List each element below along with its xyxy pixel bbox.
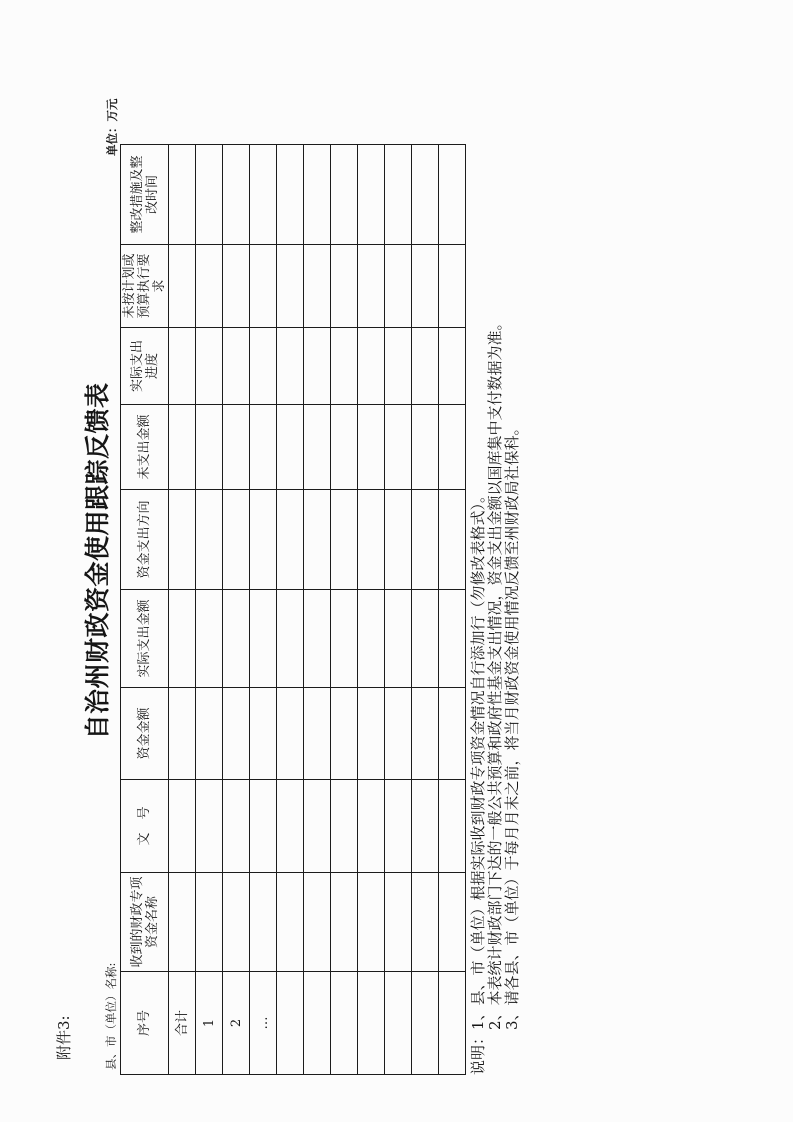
- cell-seq: [412, 972, 439, 1075]
- cell-rectification: [439, 145, 466, 245]
- table-row: [358, 145, 385, 1075]
- cell-seq: [304, 972, 331, 1075]
- table-row: [196, 145, 223, 1075]
- header-label: 整改措施及整改时间: [129, 155, 160, 234]
- cell-actual-expenditure: [439, 590, 466, 688]
- table-row: [223, 145, 250, 1075]
- header-unspent-amount: [121, 405, 169, 490]
- cell-non-compliance: [385, 245, 412, 328]
- cell-fund-name: [250, 873, 277, 972]
- cell-rectification: [331, 145, 358, 245]
- cell-rectification: [412, 145, 439, 245]
- cell-expenditure-progress: [358, 328, 385, 405]
- header-expenditure-progress: [121, 328, 169, 405]
- attachment-label: 附件3:: [55, 1015, 73, 1060]
- header-actual-expenditure: [121, 590, 169, 688]
- cell-actual-expenditure: [250, 590, 277, 688]
- cell-unspent-amount: [250, 405, 277, 490]
- cell-non-compliance: [277, 245, 304, 328]
- header-label: 收到的财政专项资金名称: [129, 876, 160, 968]
- cell-expenditure-direction: [385, 490, 412, 590]
- cell-seq: [331, 972, 358, 1075]
- cell-expenditure-progress: [223, 328, 250, 405]
- cell-doc-number: [196, 780, 223, 873]
- feedback-table: [120, 144, 466, 1075]
- cell-expenditure-direction: [412, 490, 439, 590]
- cell-unspent-amount: [439, 405, 466, 490]
- county-name-label: 县、市（单位）名称:: [104, 962, 118, 1070]
- header-label: 未支出金额: [137, 414, 152, 480]
- cell-fund-amount: [439, 688, 466, 780]
- cell-doc-number: [439, 780, 466, 873]
- cell-rectification: [277, 145, 304, 245]
- cell-expenditure-progress: [304, 328, 331, 405]
- cell-rectification: [250, 145, 277, 245]
- cell-unspent-amount: [385, 405, 412, 490]
- cell-expenditure-direction: [331, 490, 358, 590]
- header-fund-name: [121, 873, 169, 972]
- cell-expenditure-progress: [412, 328, 439, 405]
- cell-rectification: [304, 145, 331, 245]
- table-row: [412, 145, 439, 1075]
- header-label: 未按计划或预算执行要求: [122, 253, 167, 319]
- cell-fund-amount: [169, 688, 196, 780]
- cell-doc-number: [250, 780, 277, 873]
- cell-expenditure-direction: [250, 490, 277, 590]
- cell-unspent-amount: [196, 405, 223, 490]
- cell-fund-name: [331, 873, 358, 972]
- cell-fund-name: [358, 873, 385, 972]
- cell-fund-name: [169, 873, 196, 972]
- cell-expenditure-progress: [385, 328, 412, 405]
- cell-fund-amount: [331, 688, 358, 780]
- cell-expenditure-direction: [169, 490, 196, 590]
- cell-actual-expenditure: [304, 590, 331, 688]
- cell-doc-number: [385, 780, 412, 873]
- cell-seq: …: [250, 972, 277, 1075]
- table-row: [304, 145, 331, 1075]
- cell-rectification: [223, 145, 250, 245]
- cell-expenditure-direction: [277, 490, 304, 590]
- cell-rectification: [358, 145, 385, 245]
- cell-expenditure-progress: [169, 328, 196, 405]
- cell-rectification: [169, 145, 196, 245]
- cell-unspent-amount: [277, 405, 304, 490]
- table-row: [331, 145, 358, 1075]
- cell-expenditure-direction: [196, 490, 223, 590]
- cell-fund-amount: [412, 688, 439, 780]
- table-row: [250, 145, 277, 1075]
- cell-doc-number: [304, 780, 331, 873]
- cell-non-compliance: [196, 245, 223, 328]
- cell-fund-name: [196, 873, 223, 972]
- cell-expenditure-progress: [331, 328, 358, 405]
- cell-non-compliance: [331, 245, 358, 328]
- cell-expenditure-direction: [439, 490, 466, 590]
- cell-fund-name: [385, 873, 412, 972]
- cell-unspent-amount: [169, 405, 196, 490]
- cell-seq: [385, 972, 412, 1075]
- table-body: [169, 145, 466, 1075]
- cell-actual-expenditure: [358, 590, 385, 688]
- cell-non-compliance: [223, 245, 250, 328]
- cell-non-compliance: [412, 245, 439, 328]
- cell-fund-amount: [223, 688, 250, 780]
- header-seq: [121, 972, 169, 1075]
- cell-seq: 合计: [169, 972, 196, 1075]
- cell-fund-name: [439, 873, 466, 972]
- cell-fund-amount: [277, 688, 304, 780]
- cell-unspent-amount: [331, 405, 358, 490]
- cell-rectification: [196, 145, 223, 245]
- cell-fund-amount: [358, 688, 385, 780]
- cell-expenditure-direction: [358, 490, 385, 590]
- header-rectification: [121, 145, 169, 245]
- header-fund-amount: [121, 688, 169, 780]
- cell-unspent-amount: [412, 405, 439, 490]
- cell-doc-number: [412, 780, 439, 873]
- cell-actual-expenditure: [385, 590, 412, 688]
- note-1: 说明：1、县、市（单位）根据实际收到财政专项资金情况自行添加行（勿修改表格式）。: [469, 487, 487, 1075]
- cell-doc-number: [223, 780, 250, 873]
- document-title: 自治州财政资金使用跟踪反馈表: [83, 382, 112, 740]
- cell-seq: [277, 972, 304, 1075]
- cell-rectification: [385, 145, 412, 245]
- cell-actual-expenditure: [412, 590, 439, 688]
- table-header: [121, 145, 169, 1075]
- cell-doc-number: [331, 780, 358, 873]
- cell-seq: [358, 972, 385, 1075]
- cell-doc-number: [169, 780, 196, 873]
- cell-fund-name: [304, 873, 331, 972]
- cell-non-compliance: [304, 245, 331, 328]
- cell-fund-amount: [385, 688, 412, 780]
- cell-expenditure-progress: [439, 328, 466, 405]
- cell-unspent-amount: [304, 405, 331, 490]
- header-doc-number: [121, 780, 169, 873]
- cell-fund-name: [277, 873, 304, 972]
- cell-doc-number: [277, 780, 304, 873]
- cell-expenditure-direction: [223, 490, 250, 590]
- cell-non-compliance: [439, 245, 466, 328]
- note-2: 2、本表统计财政部门下达的一般公共预算和政府性基金支出情况，资金支出金额以国库集中支付数据为准。: [486, 315, 504, 1030]
- cell-seq: [439, 972, 466, 1075]
- table-row: [385, 145, 412, 1075]
- cell-non-compliance: [250, 245, 277, 328]
- table-row: [169, 145, 196, 1075]
- cell-expenditure-progress: [250, 328, 277, 405]
- notes-block: [470, 315, 521, 1075]
- cell-actual-expenditure: [196, 590, 223, 688]
- header-label: 实际支出进度: [129, 340, 160, 393]
- cell-non-compliance: [169, 245, 196, 328]
- cell-seq: 2: [223, 972, 250, 1075]
- cell-fund-amount: [196, 688, 223, 780]
- cell-doc-number: [358, 780, 385, 873]
- cell-fund-name: [412, 873, 439, 972]
- table-row: [439, 145, 466, 1075]
- cell-actual-expenditure: [223, 590, 250, 688]
- cell-fund-amount: [250, 688, 277, 780]
- header-non-compliance: [121, 245, 169, 328]
- cell-unspent-amount: [223, 405, 250, 490]
- cell-seq: 1: [196, 972, 223, 1075]
- cell-expenditure-direction: [304, 490, 331, 590]
- header-expenditure-direction: [121, 490, 169, 590]
- cell-fund-amount: [304, 688, 331, 780]
- table-row: [277, 145, 304, 1075]
- cell-non-compliance: [358, 245, 385, 328]
- cell-expenditure-progress: [196, 328, 223, 405]
- cell-unspent-amount: [358, 405, 385, 490]
- header-label: 序号: [137, 1010, 152, 1037]
- cell-actual-expenditure: [331, 590, 358, 688]
- unit-label: 单位：万元: [105, 98, 119, 156]
- header-label: 文 号: [137, 806, 152, 846]
- header-label: 实际支出金额: [137, 599, 152, 678]
- header-label: 资金支出方向: [137, 500, 152, 579]
- note-3: 3、请各县、市（单位）于每月月末之前，将当月财政资金使用情况反馈至州财政局社保科。: [503, 420, 521, 1030]
- cell-actual-expenditure: [277, 590, 304, 688]
- header-row: [121, 145, 169, 1075]
- header-label: 资金金额: [137, 707, 152, 760]
- cell-actual-expenditure: [169, 590, 196, 688]
- cell-expenditure-progress: [277, 328, 304, 405]
- cell-fund-name: [223, 873, 250, 972]
